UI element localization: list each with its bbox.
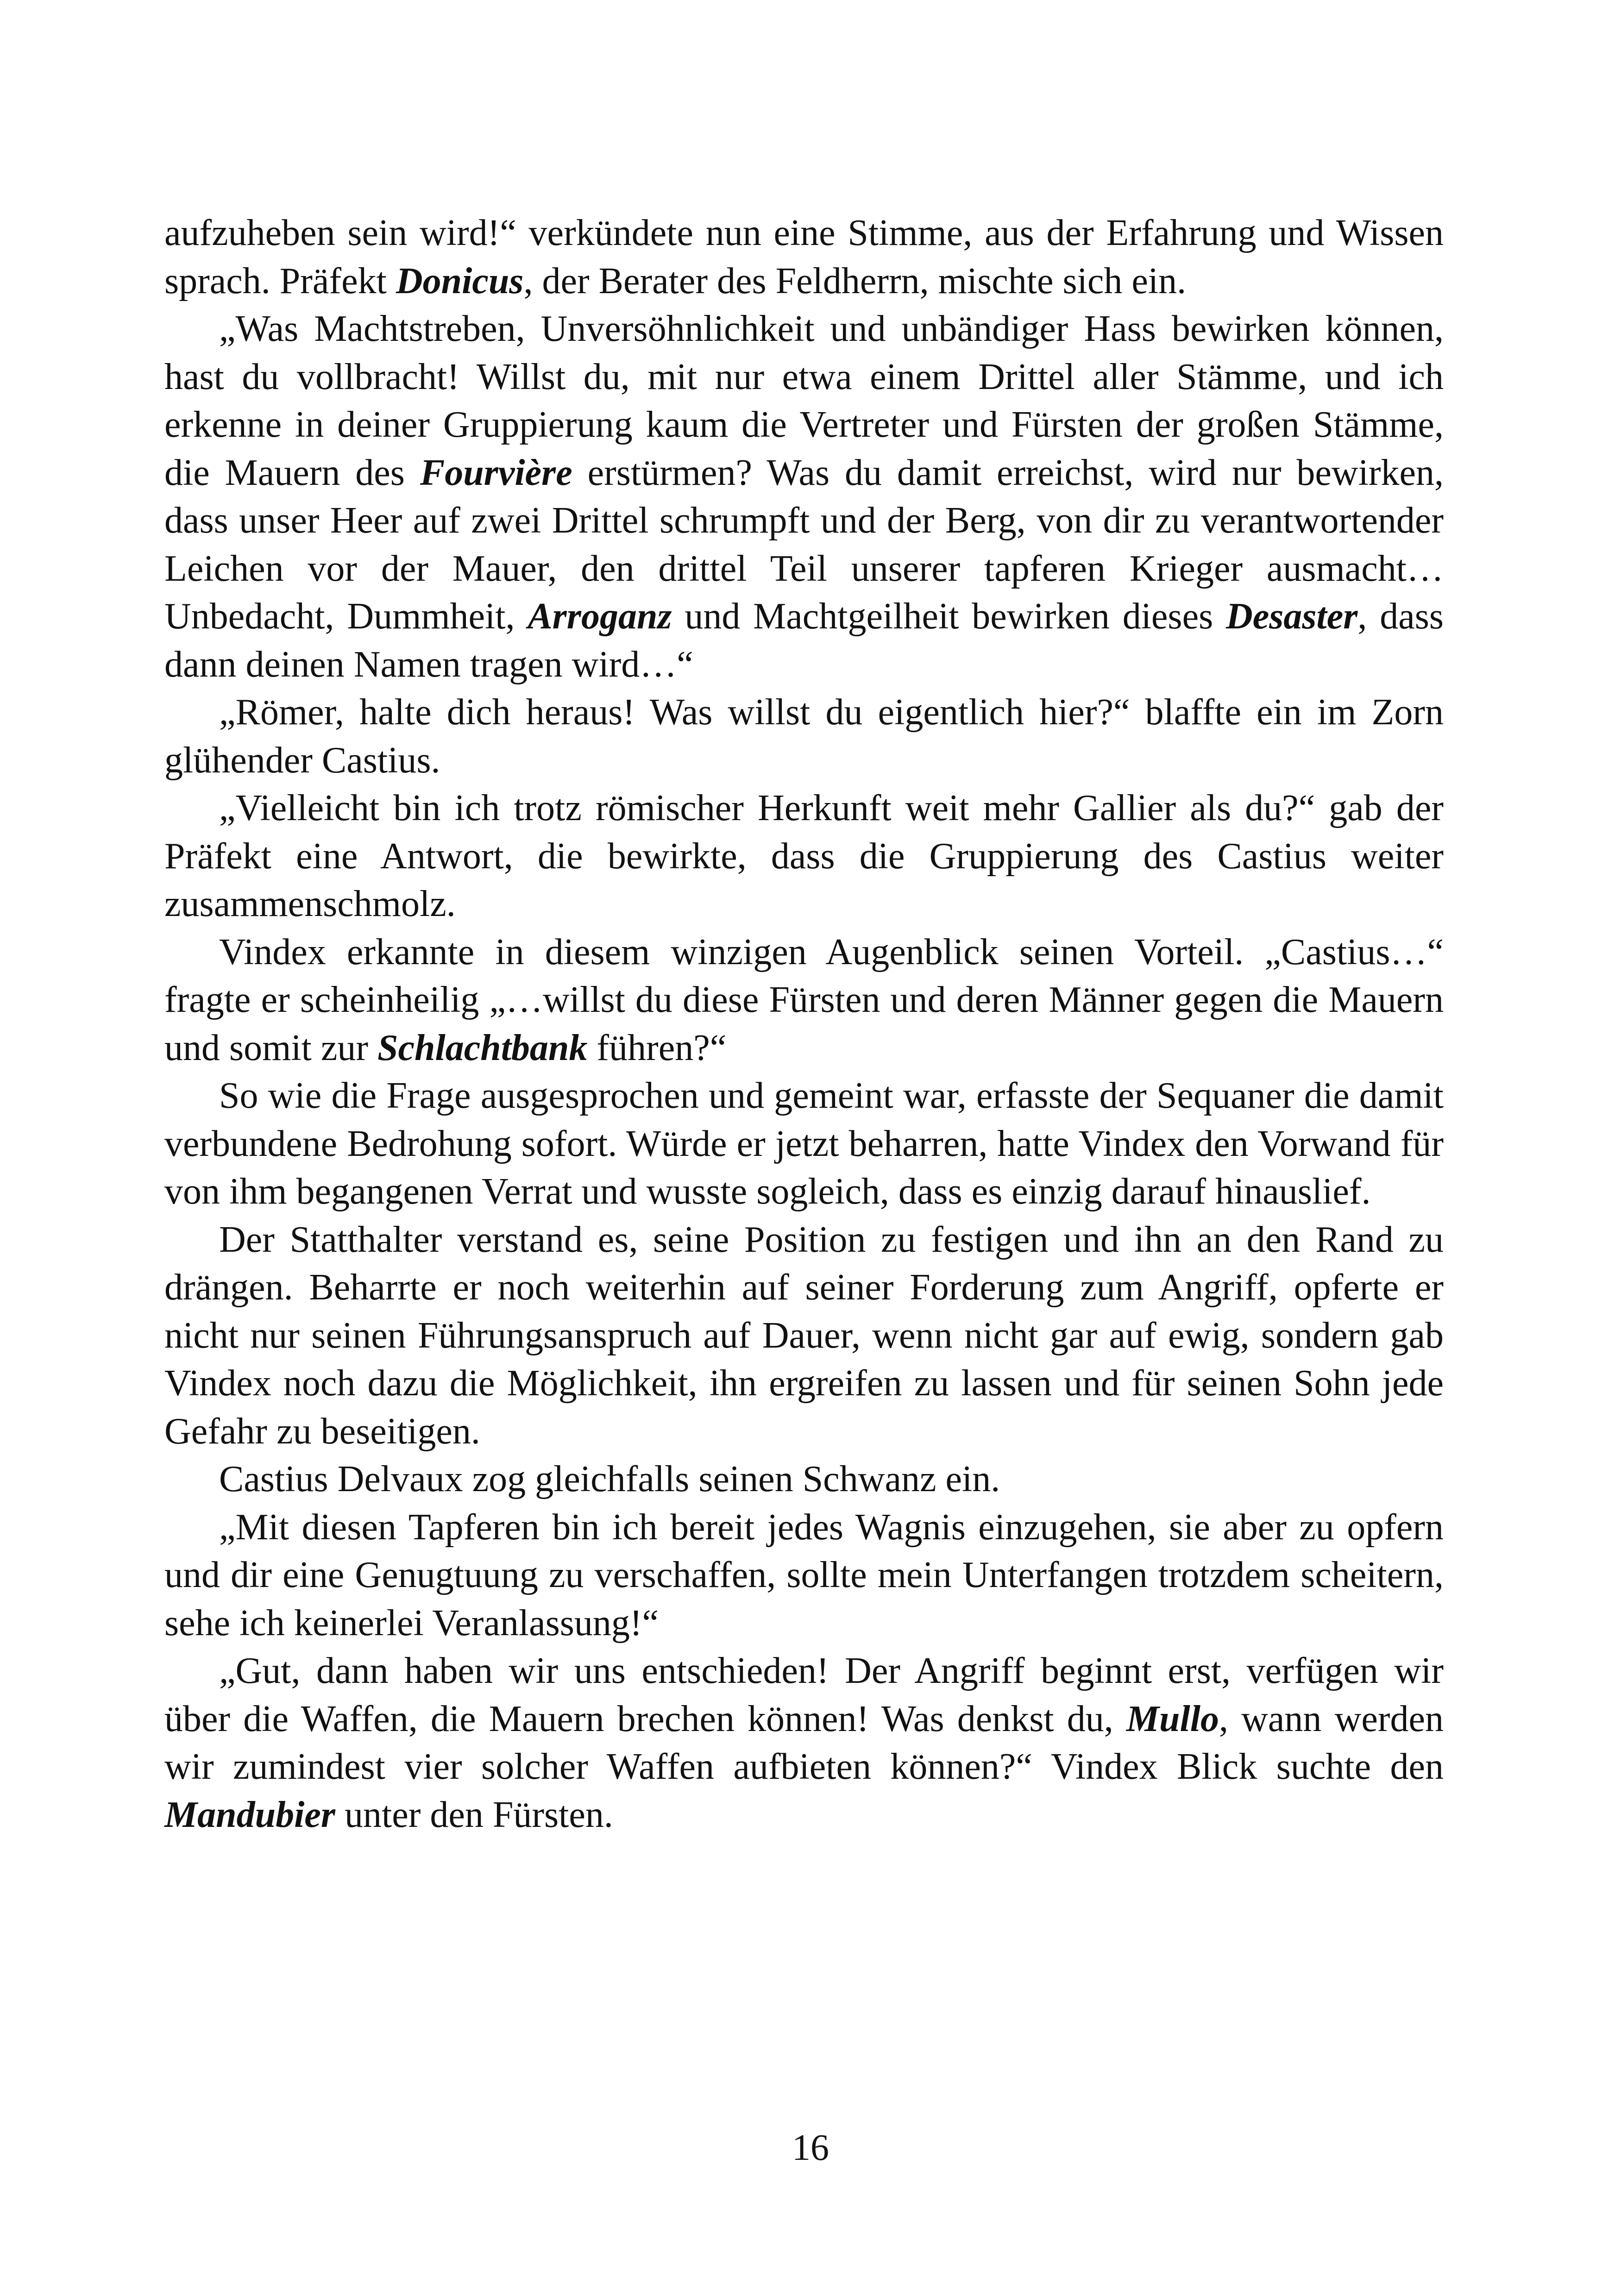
text-segment: „Was Machtstreben, Unversöhnlichkeit und unbändiger Hass bewirken können, hast du vollbracht! Willst du, mit nur etwa einem Drittel aller Stämme, und ich erkenne in deiner Gruppierung kaum die Vertreter und Fürsten der großen Stämme, die Mauern des [164,308,1444,493]
text-segment: So wie die Frage ausgesprochen und gemeint war, erfasste der Sequaner die damit verbundene Bedrohung sofort. Würde er jetzt beharren, hatte Vindex den Vorwand für von ihm begangenen Verrat und wusste sogleich, dass es einzig darauf hinauslief. [164,1075,1444,1212]
emphasized-name: Mandubier [164,1794,335,1835]
text-segment: , dass dann deinen Namen tragen wird…“ [164,596,1444,685]
page-number: 16 [792,2127,829,2168]
paragraph [164,1455,1444,1504]
paragraph [164,1072,1444,1216]
text-segment: führen?“ [587,1027,727,1068]
paragraph [164,689,1444,784]
text-segment: „Vielleicht bin ich trotz römischer Herkunft weit mehr Gallier als du?“ gab der Präfekt eine Antwort, die bewirkte, dass die Gruppierung des Castius weiter zusammenschmolz. [164,788,1444,924]
paragraph [164,1216,1444,1456]
text-segment: „Mit diesen Tapferen bin ich bereit jedes Wagnis einzugehen, sie aber zu opfern und dir eine Genugtuung zu verschaffen, sollte mein Unterfangen trotzdem scheitern, sehe ich keinerlei Veranlassung!“ [164,1506,1444,1644]
page-body-text [164,209,1444,1839]
text-segment: „Gut, dann haben wir uns entschieden! Der Angriff beginnt erst, verfügen wir über die Waffen, die Mauern brechen können! Was denkst du, [164,1650,1444,1739]
emphasized-word: Arroganz [528,596,672,637]
text-segment: Castius Delvaux zog gleichfalls seinen Schwanz ein. [219,1459,1000,1499]
paragraph [164,928,1444,1073]
paragraph [164,305,1444,689]
paragraph [164,209,1444,305]
text-segment: und Machtgeilheit bewirken dieses [672,596,1226,637]
text-segment: „Römer, halte dich heraus! Was willst du eigentlich hier?“ blaffte ein im Zorn glühender Castius. [164,692,1444,781]
emphasized-word: Schlachtbank [377,1027,588,1068]
paragraph [164,784,1444,928]
text-segment: Der Statthalter verstand es, seine Position zu festigen und ihn an den Rand zu drängen. Beharrte er noch weiterhin auf seiner Forderung zum Angriff, opferte er nicht nur seinen Führungsanspruch auf Dauer, wenn nicht gar auf ewig, sondern gab Vindex noch dazu die Möglichkeit, ihn ergreifen zu lassen und für seinen Sohn jede Gefahr zu beseitigen. [164,1219,1444,1452]
text-segment: unter den Fürsten. [335,1794,613,1835]
text-segment: erstürmen? Was du damit erreichst, wird nur bewirken, dass unser Heer auf zwei Drittel schrumpft und der Berg, von dir zu verantwortender Leichen vor der Mauer, den drittel Teil unserer tapferen Krieger ausmacht…Unbedacht, Dummheit, [164,452,1444,637]
emphasized-name: Mullo [1126,1698,1219,1739]
text-segment: , der Berater des Feldherrn, mischte sich ein. [523,260,1187,301]
emphasized-place: Fourvière [420,452,572,493]
emphasized-word: Desaster [1226,596,1358,637]
paragraph [164,1647,1444,1839]
paragraph [164,1504,1444,1648]
text-segment: , wann werden wir zumindest vier solcher Waffen aufbieten können?“ Vindex Blick suchte den [164,1698,1444,1787]
emphasized-name: Donicus [396,260,524,301]
text-segment: aufzuheben sein wird!“ verkündete nun eine Stimme, aus der Erfahrung und Wissen sprach. Präfekt [164,213,1444,301]
text-segment: Vindex erkannte in diesem winzigen Augenblick seinen Vorteil. „Castius…“ fragte er scheinheilig „…willst du diese Fürsten und deren Männer gegen die Mauern und somit zur [164,931,1444,1068]
